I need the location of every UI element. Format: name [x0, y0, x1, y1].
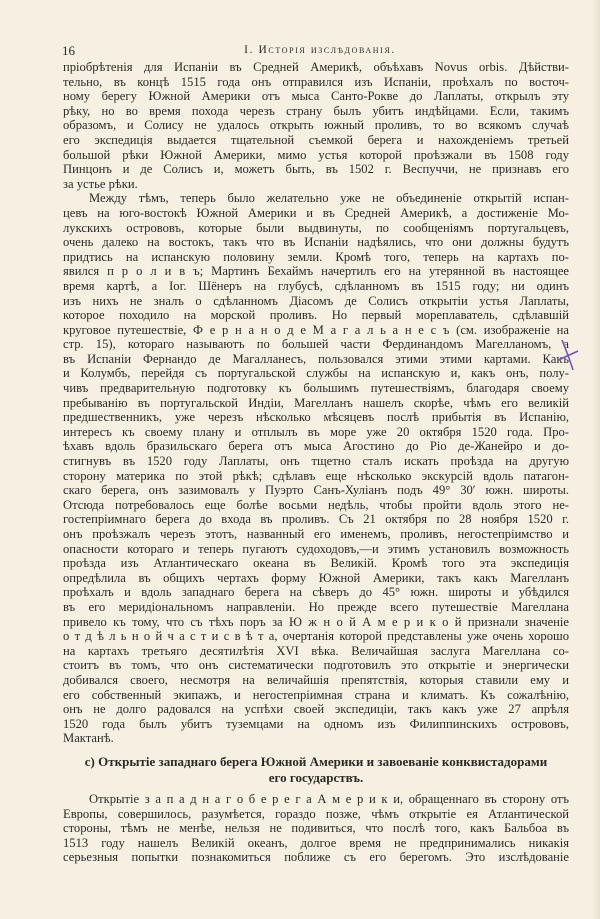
- text-line: сторону материка по этой рѣкѣ; сдѣлавъ еще нѣсколько экскурсій вдоль патагон-: [63, 468, 569, 483]
- text-line: опасности котораго и теперь пугаютъ судоходовъ,—и этимъ установилъ возможность: [63, 541, 569, 556]
- text-line: 1520 года былъ убитъ туземцами на одномъ изъ Филиппинскихъ острововъ,: [63, 716, 569, 731]
- text-line: на картахъ третьяго десятилѣтія XVI вѣка. Величайшая заслуга Магеллана со-: [63, 643, 569, 658]
- paragraph: [63, 191, 569, 746]
- section-heading: [63, 754, 569, 786]
- text-line: о т д ѣ л ь н о й ч а с т и с в ѣ т а, очертанія которой представлены уже очень хорошо: [63, 629, 569, 644]
- text-line: стоитъ въ томъ, что онъ систематически подготовилъ это открытіе и энергически: [63, 658, 569, 673]
- text-line: пребыванію въ португальской Индіи, Магелланъ нашелъ скорѣе, чѣмъ его великій: [63, 395, 569, 410]
- text-line: рѣку, но во время похода черезъ страну былъ убитъ индѣйцами. Если, такимъ: [63, 103, 569, 118]
- text-line: ному берегу Южной Америки отъ мыса Санто-Рокве до Лаплаты, открылъ эту: [63, 89, 569, 104]
- paragraph: [63, 60, 569, 191]
- text-line: за устье рѣки.: [63, 176, 138, 191]
- text-line: Европы, совершилось, разумѣется, гораздо позже, чѣмъ открытіе ея Атлантической: [63, 806, 569, 821]
- running-title: I. Исторія изслѣдованія.: [244, 44, 396, 56]
- text-line: Отсюда потребовалось еще болѣе восьми недѣль, чтобы пройти вдоль этого не-: [63, 497, 569, 512]
- text-line: Между тѣмъ, теперь было желательно уже не объединеніе открытій испан-: [89, 191, 569, 206]
- text-line: проѣзда изъ Атлантическаго океана въ Великій. Кромѣ того эта экспедиція: [63, 556, 569, 571]
- text-line: стороны, тѣмъ не менѣе, нельзя не подивиться, что послѣ того, какъ Бальбоа въ: [63, 821, 569, 836]
- page-body: [63, 60, 569, 865]
- text-block-before-heading: [63, 60, 569, 746]
- text-line: пріобрѣтенія для Испаніи въ Средней Америкѣ, объѣхавъ Novus orbis. Дѣйстви-: [63, 60, 569, 74]
- text-line: явился п р о л и в ъ; Мартинъ Бехаймъ начертилъ его на утерянной въ настоящее: [63, 264, 569, 279]
- text-line: Мактанѣ.: [63, 731, 114, 746]
- section-heading-line-1: c) Открытіе западнаго берега Южной Америки и завоеваніе конквистадорами: [84, 753, 548, 769]
- text-line: опредѣлила въ общихъ чертахъ форму Южной Америки, такъ какъ Магелланъ: [63, 570, 569, 585]
- text-line: тельно, въ концѣ 1515 года онъ отправился изъ Испаніи, проѣхалъ по восточ-: [63, 74, 569, 89]
- text-line: лукскихъ острововъ, которые были выдвинуты, по сообщеніямъ португальцевъ,: [63, 220, 569, 235]
- text-line: въ Испаніи Фернандо де Магалланесъ, пользовался этими этими картами. Какъ: [63, 351, 569, 366]
- section-heading-line-2: его государствъ.: [268, 769, 364, 785]
- text-line: и Колумбъ, перейдя съ португальской службы на испанскую и, какъ онъ, полу-: [63, 366, 569, 381]
- text-line: онъ не долго радовался на успѣхи своей экспедиціи, такъ какъ уже 27 апрѣля: [63, 702, 569, 717]
- text-line: 1513 году нашелъ Великій океанъ, долгое время не предпринимались никакія: [63, 835, 569, 850]
- text-line: добивался своего, несмотря на величайшія препятствія, которыя ставили ему и: [63, 672, 569, 687]
- handwritten-x-margin-mark: [558, 338, 580, 372]
- text-line: образомъ, и Солису не удалось открыть южный проливъ, то во всякомъ случаѣ: [63, 118, 569, 133]
- text-line: очень далеко на востокъ, такъ что въ Испаніи надѣялись, что они должны будутъ: [63, 235, 569, 250]
- paragraph: [63, 792, 569, 865]
- text-line: стр. 15), котораго называютъ по большей части Фердинандомъ Магелланомъ, а: [63, 337, 569, 352]
- text-line: интересъ къ своему плану и отплылъ въ море уже 20 октября 1520 года. Про-: [63, 424, 569, 439]
- text-line: его собственный экипажъ, и негостепріимная страна и климатъ. Къ сожалѣнію,: [63, 687, 569, 702]
- text-line: привело къ тому, что съ тѣхъ поръ за Ю ж н о й А м е р и к о й признали значеніе: [63, 614, 569, 629]
- text-line: проѣхалъ и вдоль западнаго берега на сѣверъ до 45° южн. широты и убѣдился: [63, 585, 569, 600]
- text-line: придтись на испанскую половину земли. Кромѣ того, теперь на картахъ по-: [63, 249, 569, 264]
- text-line: въ его меридіональномъ направленіи. Но прежде всего путешествіе Магеллана: [63, 599, 569, 614]
- text-line: Открытіе з а п а д н а г о б е р е г а А м е р и к и, обращеннаго въ сторону отъ: [89, 791, 569, 806]
- text-line: которое походило на морской проливъ. Но первый мореплаватель, сдѣлавшій: [63, 308, 569, 323]
- text-line: его экспедиція выдается тщательной съемкой берега и нахожденіемъ третьей: [63, 132, 569, 147]
- text-line: время картѣ, а Іог. Шёнеръ на глубусѣ, сдѣланномъ въ 1515 году; ни одинъ: [63, 278, 569, 293]
- text-line: гостепріимнаго берега до входа въ проливъ. Съ 21 октября по 28 ноября 1520 г.: [63, 512, 569, 527]
- page-edge-shadow: [592, 0, 600, 919]
- text-line: большой рѣки Южной Америки, мимо устья которой проѣзжали въ 1508 году: [63, 147, 569, 162]
- text-block-after-heading: [63, 792, 569, 865]
- page-number: 16: [62, 43, 75, 58]
- text-line: ѣхавъ вдоль бразильскаго берега отъ мыса Агостино до Ріо де-Жанейро и до-: [63, 439, 569, 454]
- text-line: стигнувъ въ 1520 году Лаплаты, онъ тщетно сталъ искать проѣзда на другую: [63, 454, 569, 469]
- text-line: серьезныя попытки познакомиться поближе съ его берегомъ. Это изслѣдованіе: [63, 850, 569, 865]
- text-line: Пинцонъ и де Солисъ и, можетъ быть, въ 1502 г. Веспуччи, не признавъ его: [63, 162, 569, 177]
- text-line: чивъ предварительную подготовку къ большимъ путешествіямъ, благодаря своему: [63, 381, 569, 396]
- text-line: изъ нихъ не зналъ о сдѣланномъ Діасомъ де Солисъ открытіи устья Лаплаты,: [63, 293, 569, 308]
- text-line: предшественникъ, уже черезъ нѣсколько мѣсяцевъ послѣ прибытія въ Испанію,: [63, 410, 569, 425]
- text-line: круговое путешествіе, Ф е р н а н о д е М а г а л ь а н е с ъ (см. изображеніе на: [63, 322, 569, 337]
- text-line: онъ проѣзжалъ черезъ этотъ, названный его именемъ, проливъ, негостепріимство и: [63, 527, 569, 541]
- text-line: скаго берега, онъ зазимовалъ у Пуэрто Санъ-Хуліанъ подъ 49° 30′ южн. широты.: [63, 483, 569, 498]
- text-line: цевъ на юго-востокѣ Южной Америки и въ Средней Америкѣ, а достиженіе Мо-: [63, 205, 569, 220]
